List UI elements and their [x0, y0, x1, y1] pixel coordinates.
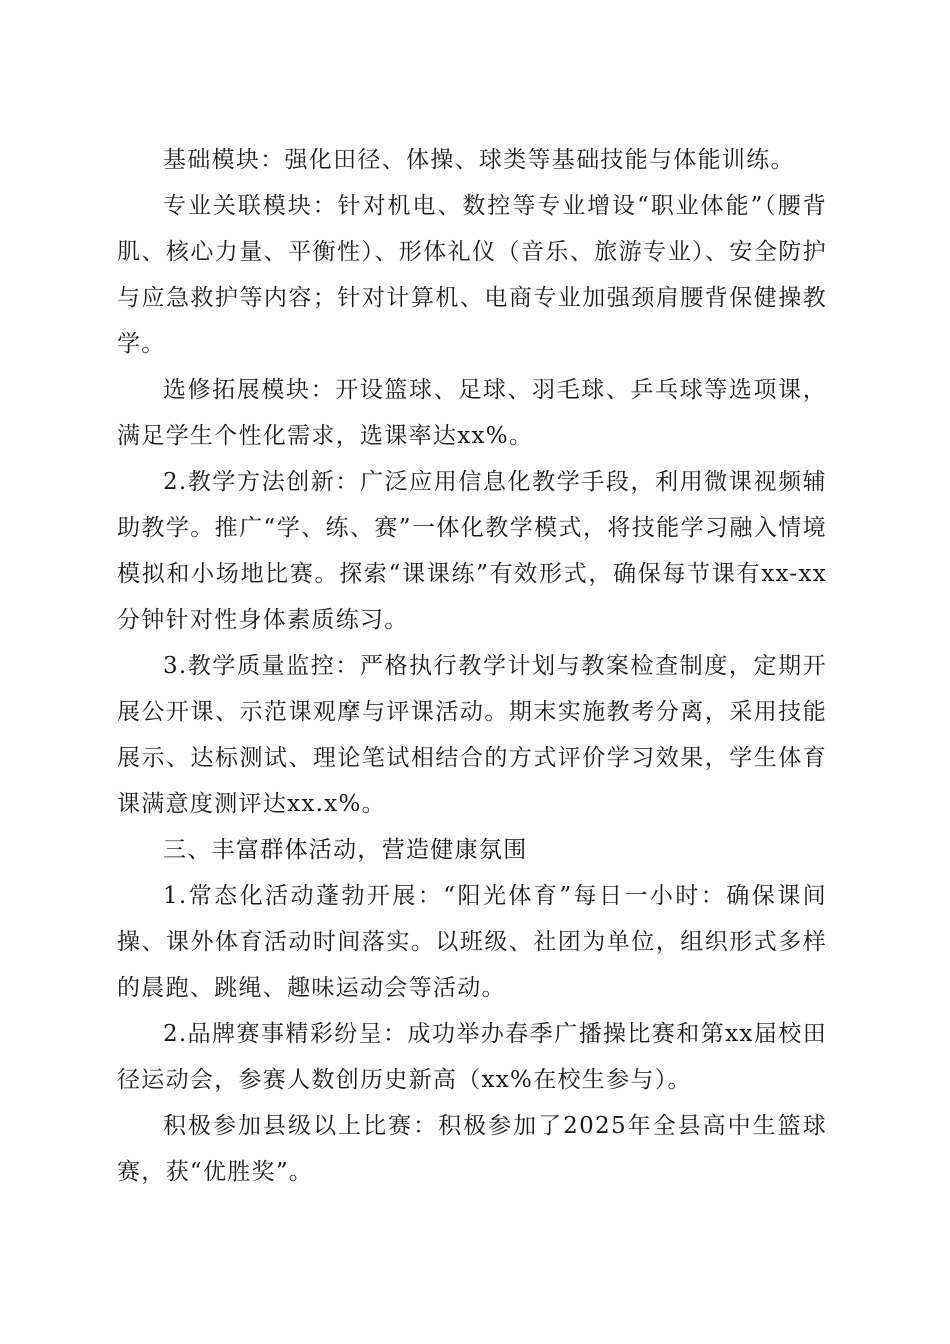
- paragraph-elective-module: 选修拓展模块：开设篮球、足球、羽毛球、乒乓球等选项课，满足学生个性化需求，选课率达xx%。: [117, 377, 827, 449]
- paragraph-professional-module: 专业关联模块：针对机电、数控等专业增设“职业体能”（腰背肌、核心力量、平衡性）、形体礼仪（音乐、旅游专业）、安全防护与应急救护等内容；针对计算机、电商专业加强颈肩腰背保健操教学。: [117, 193, 827, 357]
- paragraph-brand-events: 2.品牌赛事精彩纷呈：成功举办春季广播操比赛和第xx届校田径运动会，参赛人数创历史新高（xx%在校生参与）。: [117, 1021, 827, 1093]
- paragraph-basic-module: 基础模块：强化田径、体操、球类等基础技能与体能训练。: [163, 147, 795, 173]
- paragraph-routine-activities: 1.常态化活动蓬勃开展：“阳光体育”每日一小时：确保课间操、课外体育活动时间落实。以班级、社团为单位，组织形式多样的晨跑、跳绳、趣味运动会等活动。: [117, 883, 827, 1001]
- paragraph-teaching-method: 2.教学方法创新：广泛应用信息化教学手段，利用微课视频辅助教学。推广“学、练、赛”一体化教学模式，将技能学习融入情境模拟和小场地比赛。探索“课课练”有效形式，确保每节课有xx-xx分钟针对性身体素质练习。: [117, 469, 827, 633]
- section-heading: 三、丰富群体活动，营造健康氛围: [163, 837, 528, 863]
- paragraph-county-competition: 积极参加县级以上比赛：积极参加了2025年全县高中生篮球赛，获“优胜奖”。: [117, 1113, 827, 1185]
- document-body: [117, 137, 827, 1195]
- paragraph-quality-monitoring: 3.教学质量监控：严格执行教学计划与教案检查制度，定期开展公开课、示范课观摩与评课活动。期末实施教考分离，采用技能展示、达标测试、理论笔试相结合的方式评价学习效果，学生体育课满意度测评达xx.x%。: [117, 653, 827, 817]
